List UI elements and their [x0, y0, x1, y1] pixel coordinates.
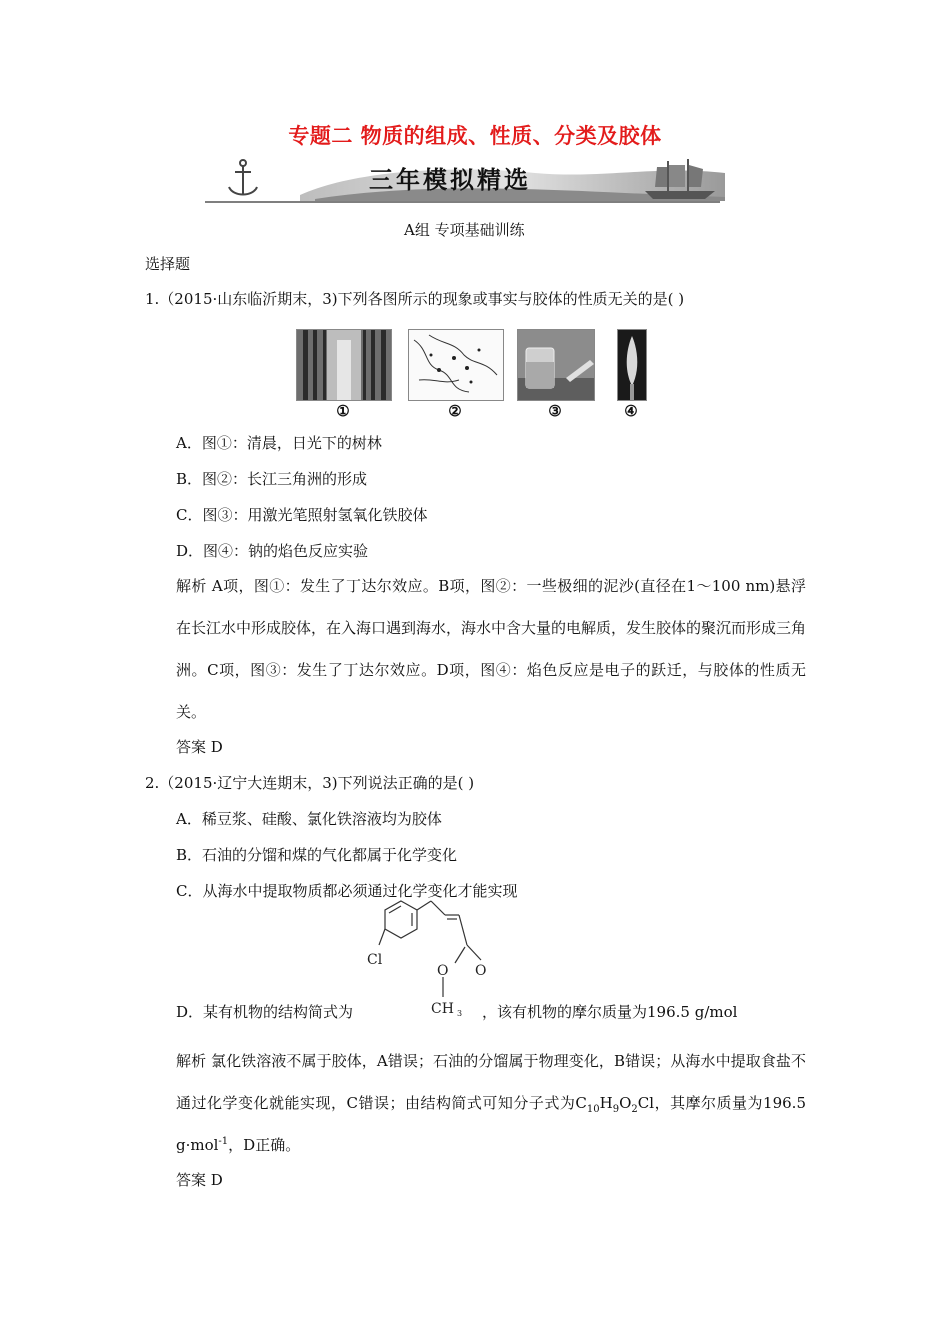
q1-analysis: 解析 A项，图①：发生了丁达尔效应。B项，图②：一些极细的泥沙(直径在1～100 nm)悬浮在长江水中形成胶体，在入海口遇到海水，海水中含大量的电解质，发生胶体的聚沉而形成三角洲。C项，图③：发生了丁达尔效应。D项，图④：焰色反应是电子的跃迁，与胶体的性质无关。: [176, 577, 807, 721]
svg-text:O: O: [475, 963, 487, 979]
q2-option-c: C．从海水中提取物质都必须通过化学变化才能实现: [176, 882, 518, 900]
section-heading: 选择题: [145, 255, 191, 273]
q2-answer: 答案 D: [176, 1171, 223, 1189]
anchor-icon: [229, 160, 257, 195]
q2-option-a: A．稀豆浆、硅酸、氯化铁溶液均为胶体: [176, 810, 442, 828]
q1-option-a: A．图①：清晨，日光下的树林: [176, 434, 382, 452]
svg-text:CH: CH: [431, 1001, 454, 1017]
figure-label-2: ②: [448, 402, 462, 420]
svg-text:3: 3: [457, 1009, 463, 1018]
q2-option-d-prefix: D．某有机物的结构简式为: [176, 1003, 354, 1021]
svg-text:O: O: [437, 963, 449, 979]
q1-option-c: C．图③：用激光笔照射氢氧化铁胶体: [176, 506, 428, 524]
question-1-stem: 1.（2015·山东临沂期末，3)下列各图所示的现象或事实与胶体的性质无关的是( ): [145, 290, 685, 308]
q2-option-b: B．石油的分馏和煤的气化都属于化学变化: [176, 846, 458, 864]
svg-text:Cl: Cl: [367, 952, 383, 968]
q2-analysis: 解析 氯化铁溶液不属于胶体，A错误；石油的分馏属于物理变化，B错误；从海水中提取食盐不通过化学变化就能实现，C错误；由结构简式可知分子式为$C_{10}H_9O_2Cl$，其摩尔质量为196.5 g·mol$^{-1}$，D正确。: [176, 1052, 806, 1154]
figure-forest: [296, 329, 392, 401]
figure-laser-beaker: [517, 329, 595, 401]
figure-label-4: ④: [624, 402, 638, 420]
page-title: 专题二 物质的组成、性质、分类及胶体: [288, 124, 662, 148]
q1-option-b: B．图②：长江三角洲的形成: [176, 470, 368, 488]
q1-option-d: D．图④：钠的焰色反应实验: [176, 542, 369, 560]
figure-label-1: ①: [336, 402, 350, 420]
question-2-stem: 2.（2015·辽宁大连期末，3)下列说法正确的是( ): [145, 774, 475, 792]
group-heading: A组 专项基础训练: [404, 221, 525, 239]
q1-answer: 答案 D: [176, 738, 223, 756]
q2-option-d-suffix: ，该有机物的摩尔质量为196.5 g/mol: [482, 1003, 738, 1021]
figure-delta-map: [408, 329, 504, 401]
banner-text: 三年模拟精选: [369, 166, 531, 194]
figure-flame: [617, 329, 647, 401]
figure-label-3: ③: [548, 402, 562, 420]
